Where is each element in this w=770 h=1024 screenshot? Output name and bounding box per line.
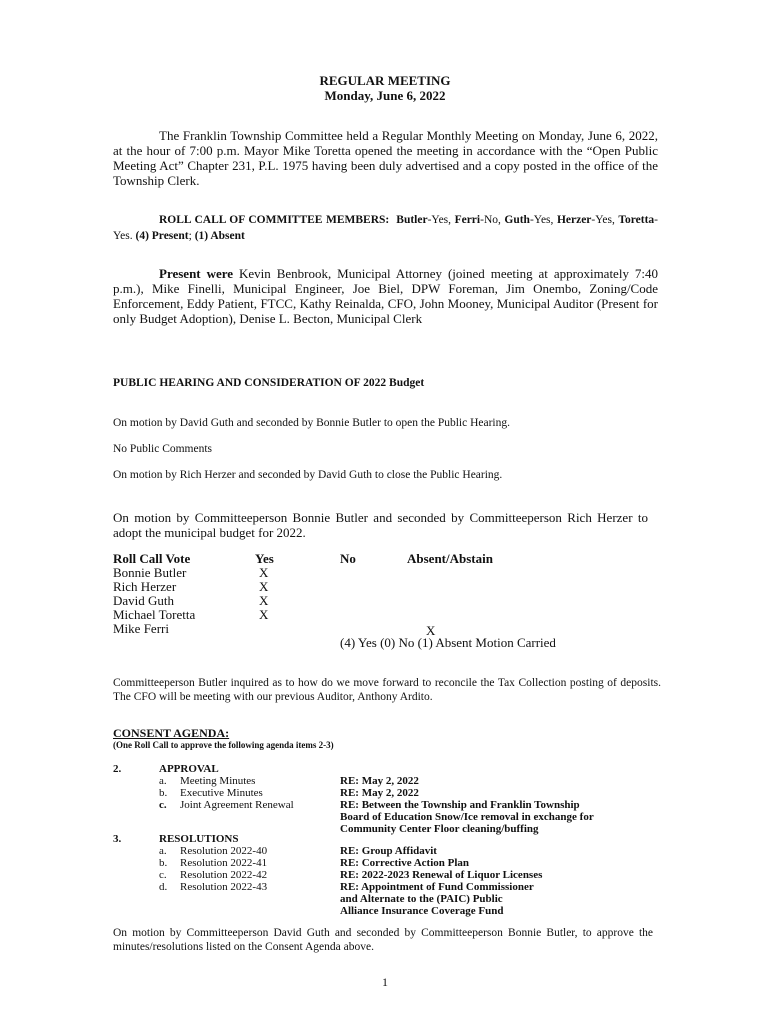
header-yes: Yes: [255, 551, 274, 566]
consent-agenda-subheading: (One Roll Call to approve the following agenda items 2-3): [113, 740, 334, 750]
item-letter: b.: [159, 857, 168, 869]
hearing-no-comments: No Public Comments: [113, 443, 213, 455]
item-letter: b.: [159, 787, 168, 799]
item-label: Meeting Minutes: [180, 775, 256, 787]
item-label: Resolution 2022-40: [180, 845, 268, 857]
item-re: RE: 2022-2023 Renewal of Liquor Licenses: [340, 869, 543, 881]
header-absent: Absent/Abstain: [407, 551, 493, 566]
table-row: Bonnie Butler X: [113, 565, 269, 580]
section-number: 2.: [113, 763, 122, 775]
item-re: and Alternate to the (PAIC) Public: [340, 893, 503, 905]
item-re: RE: Appointment of Fund Commissioner: [340, 881, 534, 893]
item-label: Executive Minutes: [180, 787, 263, 799]
item-re: RE: May 2, 2022: [340, 787, 419, 799]
table-row: Mike Ferri X: [113, 621, 436, 638]
header-no: No: [340, 551, 356, 566]
intro-paragraph: The Franklin Township Committee held a Regular Monthly Meeting on Monday, June 6, 2022, at the hour of 7:00 p.m. Mayor Mike Toretta opened the meeting in accordance with the “Open Public Meeting Act” Chapter 231, P.L. 1975 having been duly advertised and a copy posted in the office of the Township Clerk.: [113, 128, 658, 188]
consent-motion: On motion by Committeeperson David Guth and seconded by Committeeperson Bonnie Butler, to approve the minutes/resolutions listed on the Consent Agenda above.: [113, 927, 653, 953]
item-re: RE: Corrective Action Plan: [340, 857, 470, 869]
item-label: Resolution 2022-43: [180, 881, 268, 893]
item-re: Board of Education Snow/Ice removal in exchange for: [340, 811, 594, 823]
item-re: RE: Between the Township and Franklin Township: [340, 799, 580, 811]
tax-collection-note: Committeeperson Butler inquired as to how do we move forward to reconcile the Tax Collection posting of deposits. The CFO will be meeting with our previous Auditor, Anthony Ardito.: [113, 677, 661, 703]
item-letter: a.: [159, 845, 167, 857]
section-title: RESOLUTIONS: [159, 833, 239, 845]
item-re: Community Center Floor cleaning/buffing: [340, 823, 539, 835]
section-title: APPROVAL: [159, 763, 219, 775]
item-letter: a.: [159, 775, 167, 787]
public-hearing-heading: PUBLIC HEARING AND CONSIDERATION OF 2022 Budget: [113, 377, 425, 389]
item-re: RE: May 2, 2022: [340, 775, 419, 787]
table-row: David Guth X: [113, 593, 269, 608]
vote-result: (4) Yes (0) No (1) Absent Motion Carried: [340, 635, 556, 650]
item-letter: c.: [159, 869, 167, 881]
item-label: Joint Agreement Renewal: [180, 799, 294, 811]
hearing-open-motion: On motion by David Guth and seconded by Bonnie Butler to open the Public Hearing.: [113, 417, 511, 429]
budget-motion: On motion by Committeeperson Bonnie Butler and seconded by Committeeperson Rich Herzer to adopt the municipal budget for 2022.: [113, 510, 648, 540]
consent-agenda-heading: CONSENT AGENDA:: [113, 726, 230, 740]
item-letter: c.: [159, 799, 167, 811]
item-letter: d.: [159, 881, 168, 893]
vote-table-header: [113, 551, 633, 565]
item-label: Resolution 2022-42: [180, 869, 268, 881]
section-number: 3.: [113, 833, 122, 845]
roll-call-paragraph: ROLL CALL OF COMMITTEE MEMBERS: Butler-Yes, Ferri-No, Guth-Yes, Herzer-Yes, Toretta-Yes. (4) Present; (1) Absent: [113, 214, 658, 242]
meeting-title: REGULAR MEETING: [319, 73, 451, 88]
hearing-close-motion: On motion by Rich Herzer and seconded by David Guth to close the Public Hearing.: [113, 469, 503, 481]
page-number: 1: [382, 975, 388, 989]
table-row: Michael Toretta X: [113, 607, 269, 622]
item-re: RE: Group Affidavit: [340, 845, 437, 857]
item-re: Alliance Insurance Coverage Fund: [340, 905, 504, 917]
header-roll-call: Roll Call Vote: [113, 551, 191, 566]
meeting-date: Monday, June 6, 2022: [324, 88, 446, 103]
table-row: Rich Herzer X: [113, 579, 269, 594]
present-paragraph: Present were Kevin Benbrook, Municipal Attorney (joined meeting at approximately 7:40 p.m.), Mike Finelli, Municipal Engineer, Joe Biel, DPW Foreman, Jim Onembo, Zoning/Code Enforcement, Eddy Patient, FTCC, Kathy Reinalda, CFO, John Mooney, Municipal Auditor (Present for only Budget Adoption), Denise L. Becton, Municipal Clerk: [113, 266, 658, 326]
item-label: Resolution 2022-41: [180, 857, 268, 869]
